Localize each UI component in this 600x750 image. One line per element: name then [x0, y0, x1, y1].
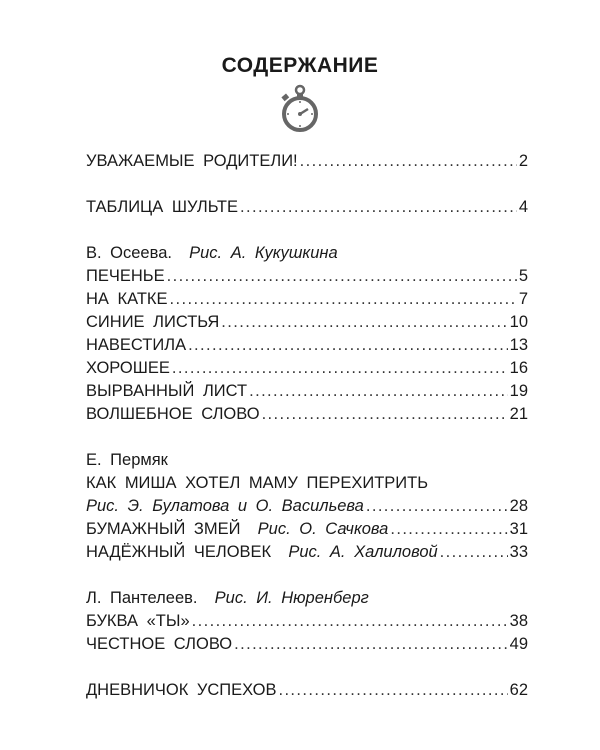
entry-title: ПЕЧЕНЬЕ	[86, 267, 165, 285]
toc-entry[interactable]	[86, 150, 528, 173]
dot-leader	[221, 311, 507, 334]
page-number: 28	[509, 497, 528, 515]
page-number: 5	[518, 267, 528, 285]
dot-leader	[366, 495, 508, 518]
illustrator-credit: Рис. Э. Булатова и О. Васильева	[86, 497, 364, 515]
illustrator-credit: Рис. А. Халиловой	[288, 543, 438, 561]
page-number: 49	[509, 635, 528, 653]
entry-title: КАК МИША ХОТЕЛ МАМУ ПЕРЕХИТРИТЬ	[86, 474, 429, 492]
toc-entry[interactable]	[86, 311, 528, 334]
toc-entry[interactable]	[86, 495, 528, 518]
page-number: 33	[509, 543, 528, 561]
page-number: 2	[518, 152, 528, 170]
dot-leader	[262, 403, 508, 426]
entry-title: ВОЛШЕБНОЕ СЛОВО	[86, 405, 260, 423]
dot-leader	[170, 288, 517, 311]
page-number: 19	[509, 382, 528, 400]
toc-heading	[86, 449, 528, 472]
dot-leader	[390, 518, 507, 541]
dot-leader	[192, 610, 508, 633]
entry-title: ХОРОШЕЕ	[86, 359, 170, 377]
entry-title: ВЫРВАННЫЙ ЛИСТ	[86, 382, 248, 400]
entry-title: СИНИЕ ЛИСТЬЯ	[86, 313, 220, 331]
entry-title: НАДЁЖНЫЙ ЧЕЛОВЕК	[86, 543, 272, 561]
toc-entry[interactable]	[86, 518, 528, 541]
dot-leader	[167, 265, 517, 288]
entry-title: БУМАЖНЫЙ ЗМЕЙ	[86, 520, 241, 538]
entry-title: ЧЕСТНОЕ СЛОВО	[86, 635, 233, 653]
illustrator-credit: Рис. А. Кукушкина	[189, 244, 338, 262]
entry-title: УВАЖАЕМЫЕ РОДИТЕЛИ!	[86, 152, 298, 170]
dot-leader	[172, 357, 508, 380]
page-number: 31	[509, 520, 528, 538]
toc-entry[interactable]	[86, 541, 528, 564]
entry-title: ТАБЛИЦА ШУЛЬТЕ	[86, 198, 238, 216]
author-name: Е. Пермяк	[86, 451, 168, 469]
stopwatch-icon	[277, 84, 323, 134]
toc-entry[interactable]	[86, 196, 528, 219]
illustrator-credit: Рис. И. Нюренберг	[214, 589, 369, 607]
toc-entry[interactable]	[86, 288, 528, 311]
page-number: 4	[518, 198, 528, 216]
illustrator-credit: Рис. О. Сачкова	[257, 520, 389, 538]
page-number: 13	[509, 336, 528, 354]
toc-entry[interactable]	[86, 403, 528, 426]
toc-entry[interactable]	[86, 610, 528, 633]
toc-entry[interactable]	[86, 357, 528, 380]
entry-title: НА КАТКЕ	[86, 290, 168, 308]
page-number: 38	[509, 612, 528, 630]
toc-heading	[86, 472, 528, 495]
toc-entry[interactable]	[86, 679, 528, 702]
page-number: 21	[509, 405, 528, 423]
entry-title: НАВЕСТИЛА	[86, 336, 187, 354]
toc-entry[interactable]	[86, 265, 528, 288]
entry-title: ДНЕВНИЧОК УСПЕХОВ	[86, 681, 277, 699]
dot-leader	[440, 541, 508, 564]
dot-leader	[188, 334, 508, 357]
toc-entry[interactable]	[86, 334, 528, 357]
dot-leader	[240, 196, 517, 219]
entry-title: БУКВА «ТЫ»	[86, 612, 190, 630]
toc-entry[interactable]	[86, 633, 528, 656]
table-of-contents	[86, 150, 528, 702]
toc-heading	[86, 587, 528, 610]
toc-heading	[86, 242, 528, 265]
page-number: 7	[518, 290, 528, 308]
dot-leader	[234, 633, 508, 656]
dot-leader	[249, 380, 508, 403]
author-name: В. Осеева.	[86, 244, 172, 262]
author-name: Л. Пантелеев.	[86, 589, 198, 607]
toc-entry[interactable]	[86, 380, 528, 403]
page-number: 16	[509, 359, 528, 377]
dot-leader	[278, 679, 507, 702]
page-title: СОДЕРЖАНИЕ	[221, 54, 379, 77]
page-number: 62	[509, 681, 528, 699]
dot-leader	[300, 150, 517, 173]
page-number: 10	[509, 313, 528, 331]
